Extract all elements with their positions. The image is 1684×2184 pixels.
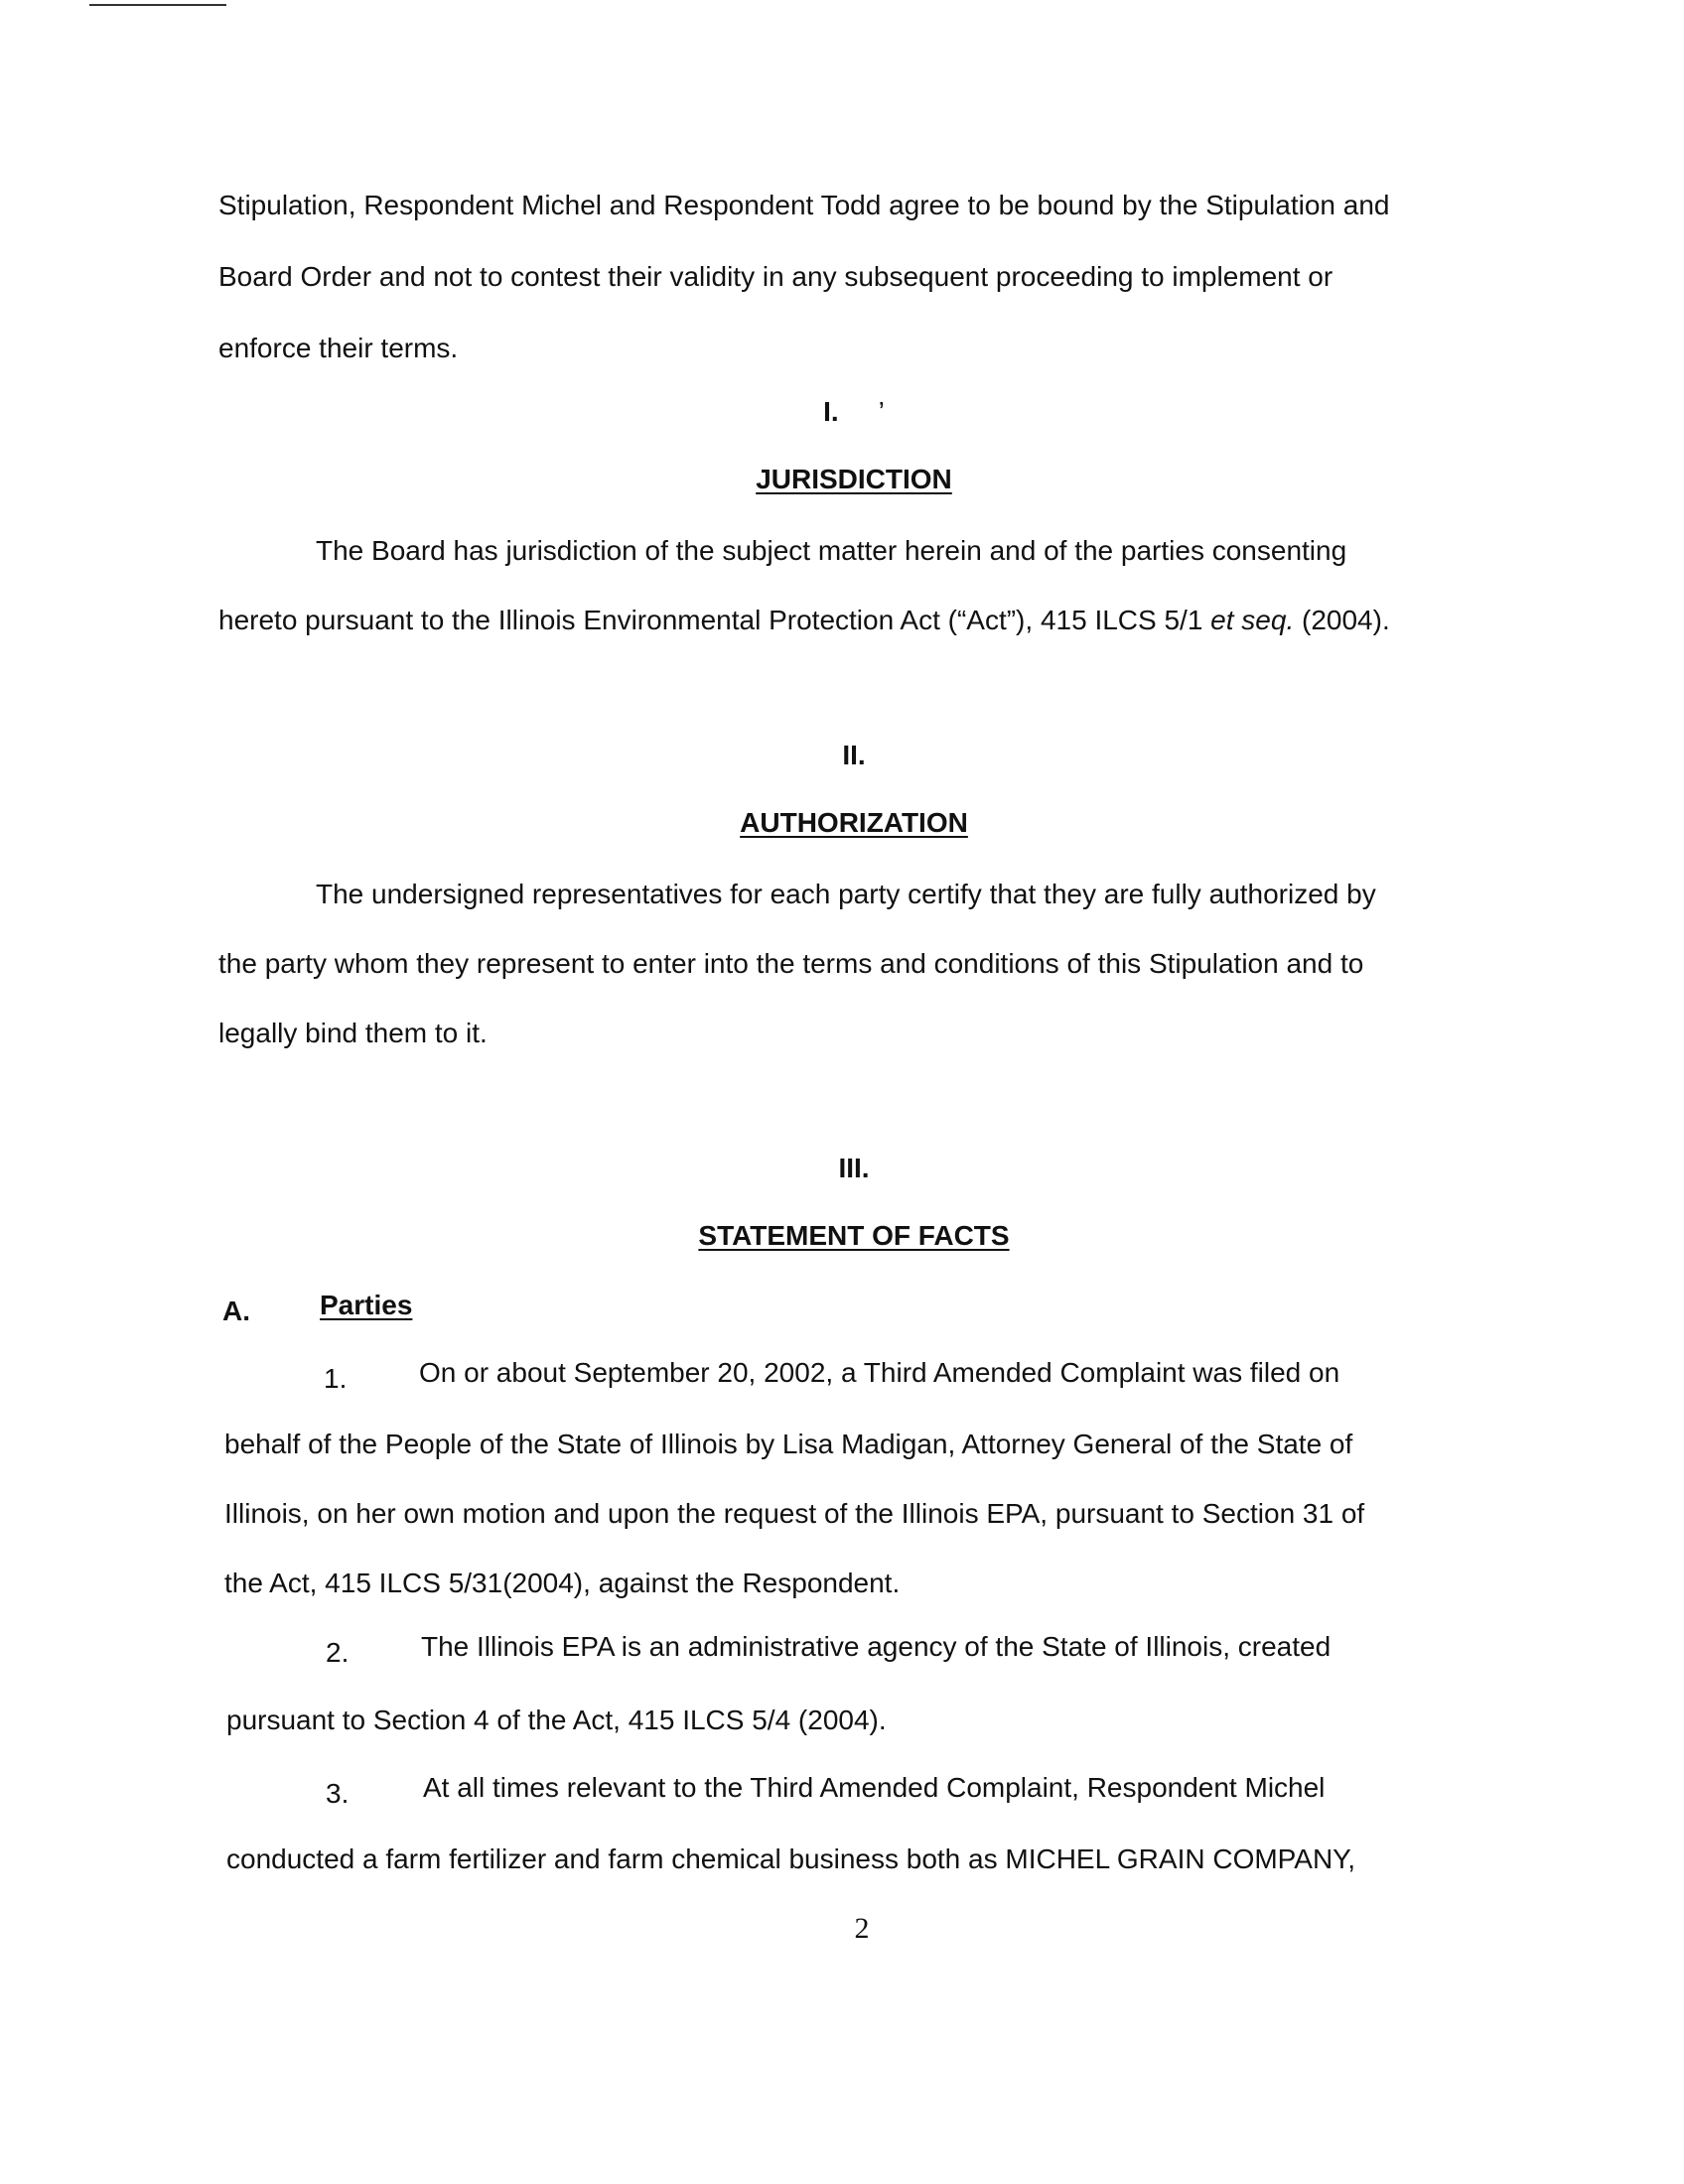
para-3-line-2: conducted a farm fertilizer and farm chemical business both as MICHEL GRAIN COMPANY, (226, 1843, 1356, 1874)
section-2-line-3: legally bind them to it. (218, 1018, 488, 1048)
subsection-a-letter: A. (222, 1296, 250, 1326)
section-1-heading: JURISDICTION (756, 464, 952, 494)
section-2-heading: AUTHORIZATION (740, 807, 968, 838)
section-1-numeral-text: I. (823, 396, 839, 427)
section-1-numeral (0, 395, 1684, 429)
section-1-line-2 (218, 604, 1390, 637)
top-rule (89, 4, 226, 6)
stray-mark: ’ (878, 396, 885, 427)
para-2-number: 2. (326, 1637, 350, 1668)
para-1-line-1: On or about September 20, 2002, a Third Amended Complaint was filed on (419, 1357, 1340, 1388)
para-3-line-1: At all times relevant to the Third Amended Complaint, Respondent Michel (423, 1772, 1326, 1803)
para-1-line-3: Illinois, on her own motion and upon the request of the Illinois EPA, pursuant to Section 31 of (224, 1498, 1365, 1529)
section-1-line-2-pre: hereto pursuant to the Illinois Environmental Protection Act (“Act”), 415 ILCS 5/1 (218, 605, 1211, 635)
intro-line-3: enforce their terms. (218, 333, 459, 363)
section-1-line-2-post: (2004). (1294, 605, 1390, 635)
section-1-et-seq: et seq. (1210, 605, 1295, 635)
page-number: 2 (854, 1912, 870, 1945)
para-3-number: 3. (326, 1778, 350, 1809)
section-2-line-1: The undersigned representatives for each party certify that they are fully authorized by (316, 879, 1376, 909)
para-2-line-1: The Illinois EPA is an administrative agency of the State of Illinois, created (421, 1631, 1332, 1662)
para-1-number: 1. (324, 1363, 348, 1394)
subsection-a-title: Parties (320, 1290, 413, 1320)
para-1-line-2: behalf of the People of the State of Illinois by Lisa Madigan, Attorney General of the State of (224, 1429, 1353, 1459)
intro-line-2: Board Order and not to contest their validity in any subsequent proceeding to implement or (218, 261, 1333, 292)
para-1-line-4: the Act, 415 ILCS 5/31(2004), against the Respondent. (224, 1568, 901, 1598)
section-2-line-2: the party whom they represent to enter into the terms and conditions of this Stipulation and to (218, 948, 1364, 979)
intro-line-1: Stipulation, Respondent Michel and Respondent Todd agree to be bound by the Stipulation and (218, 190, 1390, 220)
section-3-numeral: III. (838, 1153, 870, 1183)
para-2-line-2: pursuant to Section 4 of the Act, 415 ILCS 5/4 (2004). (226, 1705, 887, 1735)
section-1-line-1: The Board has jurisdiction of the subject matter herein and of the parties consenting (316, 535, 1347, 566)
section-2-numeral: II. (842, 740, 866, 770)
section-3-heading: STATEMENT OF FACTS (698, 1220, 1010, 1251)
